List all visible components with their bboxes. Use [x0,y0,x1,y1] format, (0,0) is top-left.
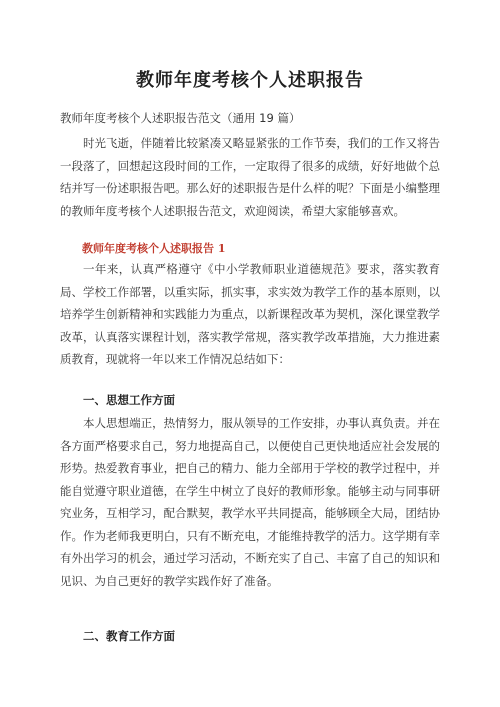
paragraph-1: 一年来，认真严格遵守《中小学教师职业道德规范》要求，落实教育局、学校工作部署，以重实际，抓实事，求实效为教学工作的基本原则，以培养学生创新精神和实践能力为重点，以新课程改革为契机，深化课堂教学改革，认真落实课程计划，落实教学常规，落实教学改革措施，大力推进素质教育，现就将一年以来工作情况总结如下： [60,262,440,366]
paragraph-2: 本人思想端正，热情努力，服从领导的工作安排，办事认真负责。并在各方面严格要求自己，努力地提高自己，以便使自己更快地适应社会发展的形势。热爱教育事业，把自己的精力、能力全部用于学校的教学过程中，并能自觉遵守职业道德，在学生中树立了良好的教师形象。能够主动与同事研究业务，互相学习，配合默契，教学水平共同提高，能够顾全大局，团结协作。作为老师我更明白，只有不断充电，才能维持教学的活力。这学期有幸有外出学习的机会，通过学习活动，不断充实了自己、丰富了自己的知识和见识、为自己更好的教学实践作好了准备。 [60,416,440,588]
intro-paragraph: 时光飞逝，伴随着比较紧凑又略显紧张的工作节奏，我们的工作又将告一段落了，回想起这段时间的工作，一定取得了很多的成绩，好好地做个总结并写一份述职报告吧。那么好的述职报告是什么样的呢？下面是小编整理的教师年度考核个人述职报告范文，欢迎阅读，希望大家能够喜欢。 [60,136,440,218]
document-subtitle: 教师年度考核个人述职报告范文（通用 19 篇） [60,111,301,125]
page-title: 教师年度考核个人述职报告 [136,70,364,91]
section-heading-red: 教师年度考核个人述职报告 1 [82,242,226,255]
section-heading-2: 二、教育工作方面 [83,629,175,643]
section-heading-1: 一、思想工作方面 [83,393,175,407]
